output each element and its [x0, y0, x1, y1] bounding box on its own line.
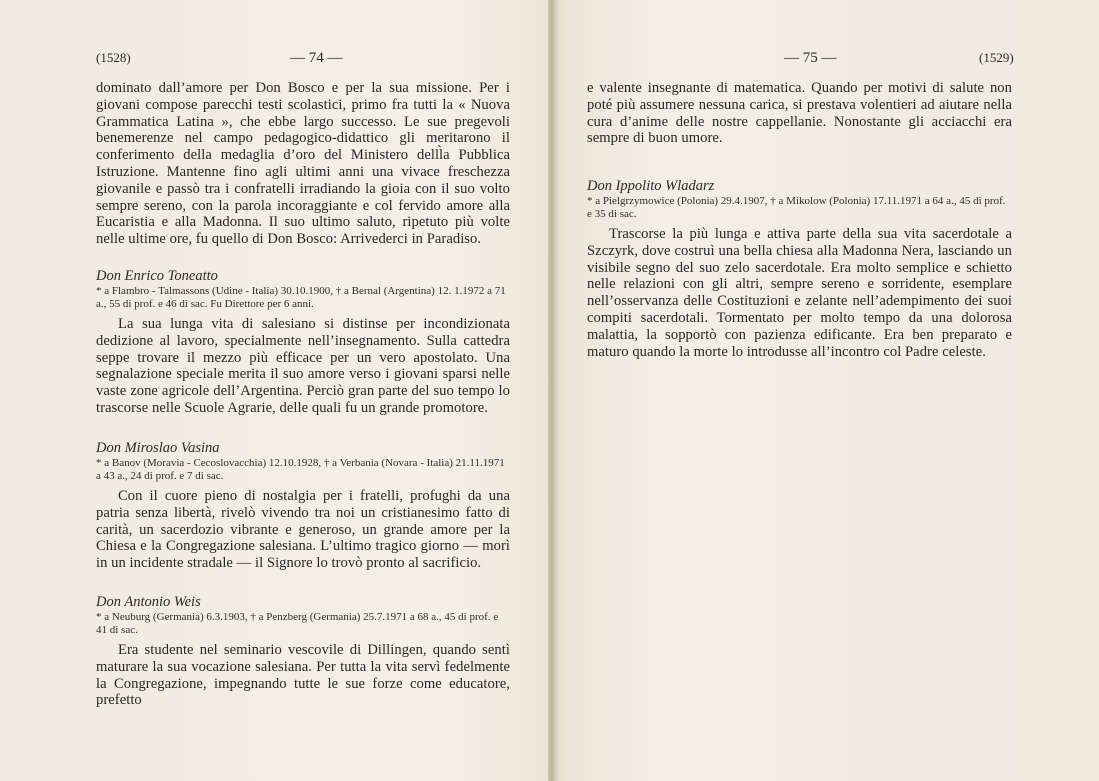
entry-text-block — [96, 316, 510, 417]
entry-meta: * a Neuburg (Germania) 6.3.1903, † a Penzberg (Germania) 25.7.1971 a 68 a., 45 di prof. e 41 di sac. — [96, 611, 499, 636]
left-continuation-text — [96, 80, 510, 248]
entry-meta: * a Banov (Moravia - Cecoslovacchia) 12.10.1928, † a Verbania (Novara - Italia) 21.11.1971 a 43 a., 24 di prof. e 7 di sac. — [96, 457, 505, 482]
entry-paragraph: Con il cuore pieno di nostalgia per i fratelli, profughi da una patria senza libertà, rivelò vivendo tra noi un cristianesimo fatto di carità, un sacerdozio vibrante e generoso, un grande amore per la Chiesa e la Congregazione salesiana. L’ultimo tragico giorno — morì in un incidente stradale — il Signore lo trovò pronto al sacrificio. — [96, 488, 510, 572]
continuation-paragraph: dominato dall’amore per Don Bosco e per la sua missione. Per i giovani compose parecchi testi scolastici, primo fra tutti la « Nuova Grammatica Latina », che ebbe largo successo. Le sue pregevoli benemerenze nel campo pedagogico-didattico gli meritarono il conferimento della medaglia d’oro del Ministero delll̀a Pubblica Istruzione. Mantenne fino agli ultimi anni una vivace freschezza giovanile e passò tra i confratelli irradiando la gioia con il suo volto sempre sereno, con la parola incoraggiante e col fervido amore alla Eucaristia e alla Madonna. Il suo ultimo saluto, ripetuto più volte nelle ultime ore, fu quello di Don Bosco: Arrivederci in Paradiso. — [96, 80, 510, 248]
right-page-number: — 75 — — [784, 50, 837, 66]
entry-name: Don Enrico Toneatto — [96, 268, 218, 284]
entry-text-block — [96, 488, 510, 572]
entry-name: Don Miroslao Vasina — [96, 440, 220, 456]
entry-meta: * a Flambro - Talmassons (Udine - Italia) 30.10.1900, † a Bernal (Argentina) 12. 1.1972 a 71 a., 55 di prof. e 46 di sac. Fu Direttore per 6 anni. — [96, 285, 506, 310]
left-page — [0, 0, 548, 781]
entry-text-block — [587, 226, 1012, 360]
right-page — [556, 0, 1099, 781]
entry-meta: * a Pielgrzymowice (Polonia) 29.4.1907, † a Mikolow (Polonia) 17.11.1971 a 64 a., 45 di prof. e 35 di sac. — [587, 195, 1006, 220]
entry-paragraph: Trascorse la più lunga e attiva parte della sua vita sacerdotale a Szczyrk, dove costruì una bella chiesa alla Madonna Nera, lasciando un visibile segno del suo zelo sacerdotale. Era molto semplice e schietto nelle relazioni con gli altri, sempre sereno e sorridente, esemplare nell’osservanza delle Costituzioni e zelante nell’adempimento dei suoi compiti sacerdotali. Tormentato per molto tempo da una dolorosa malattia, la sopportò con pazienza edificante. Era ben preparato e maturo quando la morte lo introdusse all’incontro col Padre celeste. — [587, 226, 1012, 360]
book-gutter — [548, 0, 556, 781]
entry-name: Don Ippolito Wladarz — [587, 178, 715, 194]
entry-paragraph: La sua lunga vita di salesiano si distinse per incondizionata dedizione al lavoro, specialmente nell’insegnamento. Sulla cattedra seppe trovare il mezzo più efficace per un vero apostolato. Una segnalazione speciale merita il suo amore verso i giovani sparsi nelle vaste zone agricole dell’Argentina. Perciò gran parte del suo tempo lo trascorse nelle Scuole Agrarie, delle quali fu un grande promotore. — [96, 316, 510, 416]
left-folio: (1528) — [96, 50, 131, 65]
continuation-paragraph: e valente insegnante di matematica. Quando per motivi di salute non poté più assumere nessuna carica, si prestava volentieri ad aiutare nella cura d’anime delle nostre cappellanie. Nonostante gli acciacchi era sempre di buon umore. — [587, 80, 1012, 147]
entry-name: Don Antonio Weis — [96, 594, 201, 610]
right-continuation-text — [587, 80, 1012, 147]
right-folio: (1529) — [979, 50, 1014, 65]
left-page-number: — 74 — — [290, 50, 343, 66]
entry-paragraph: Era studente nel seminario vescovile di Dillingen, quando sentì maturare la sua vocazione salesiana. Per tutta la vita servì fedelmente la Congregazione, impegnando tutte le sue forze come educatore, prefetto — [96, 642, 510, 709]
entry-text-block — [96, 642, 510, 709]
